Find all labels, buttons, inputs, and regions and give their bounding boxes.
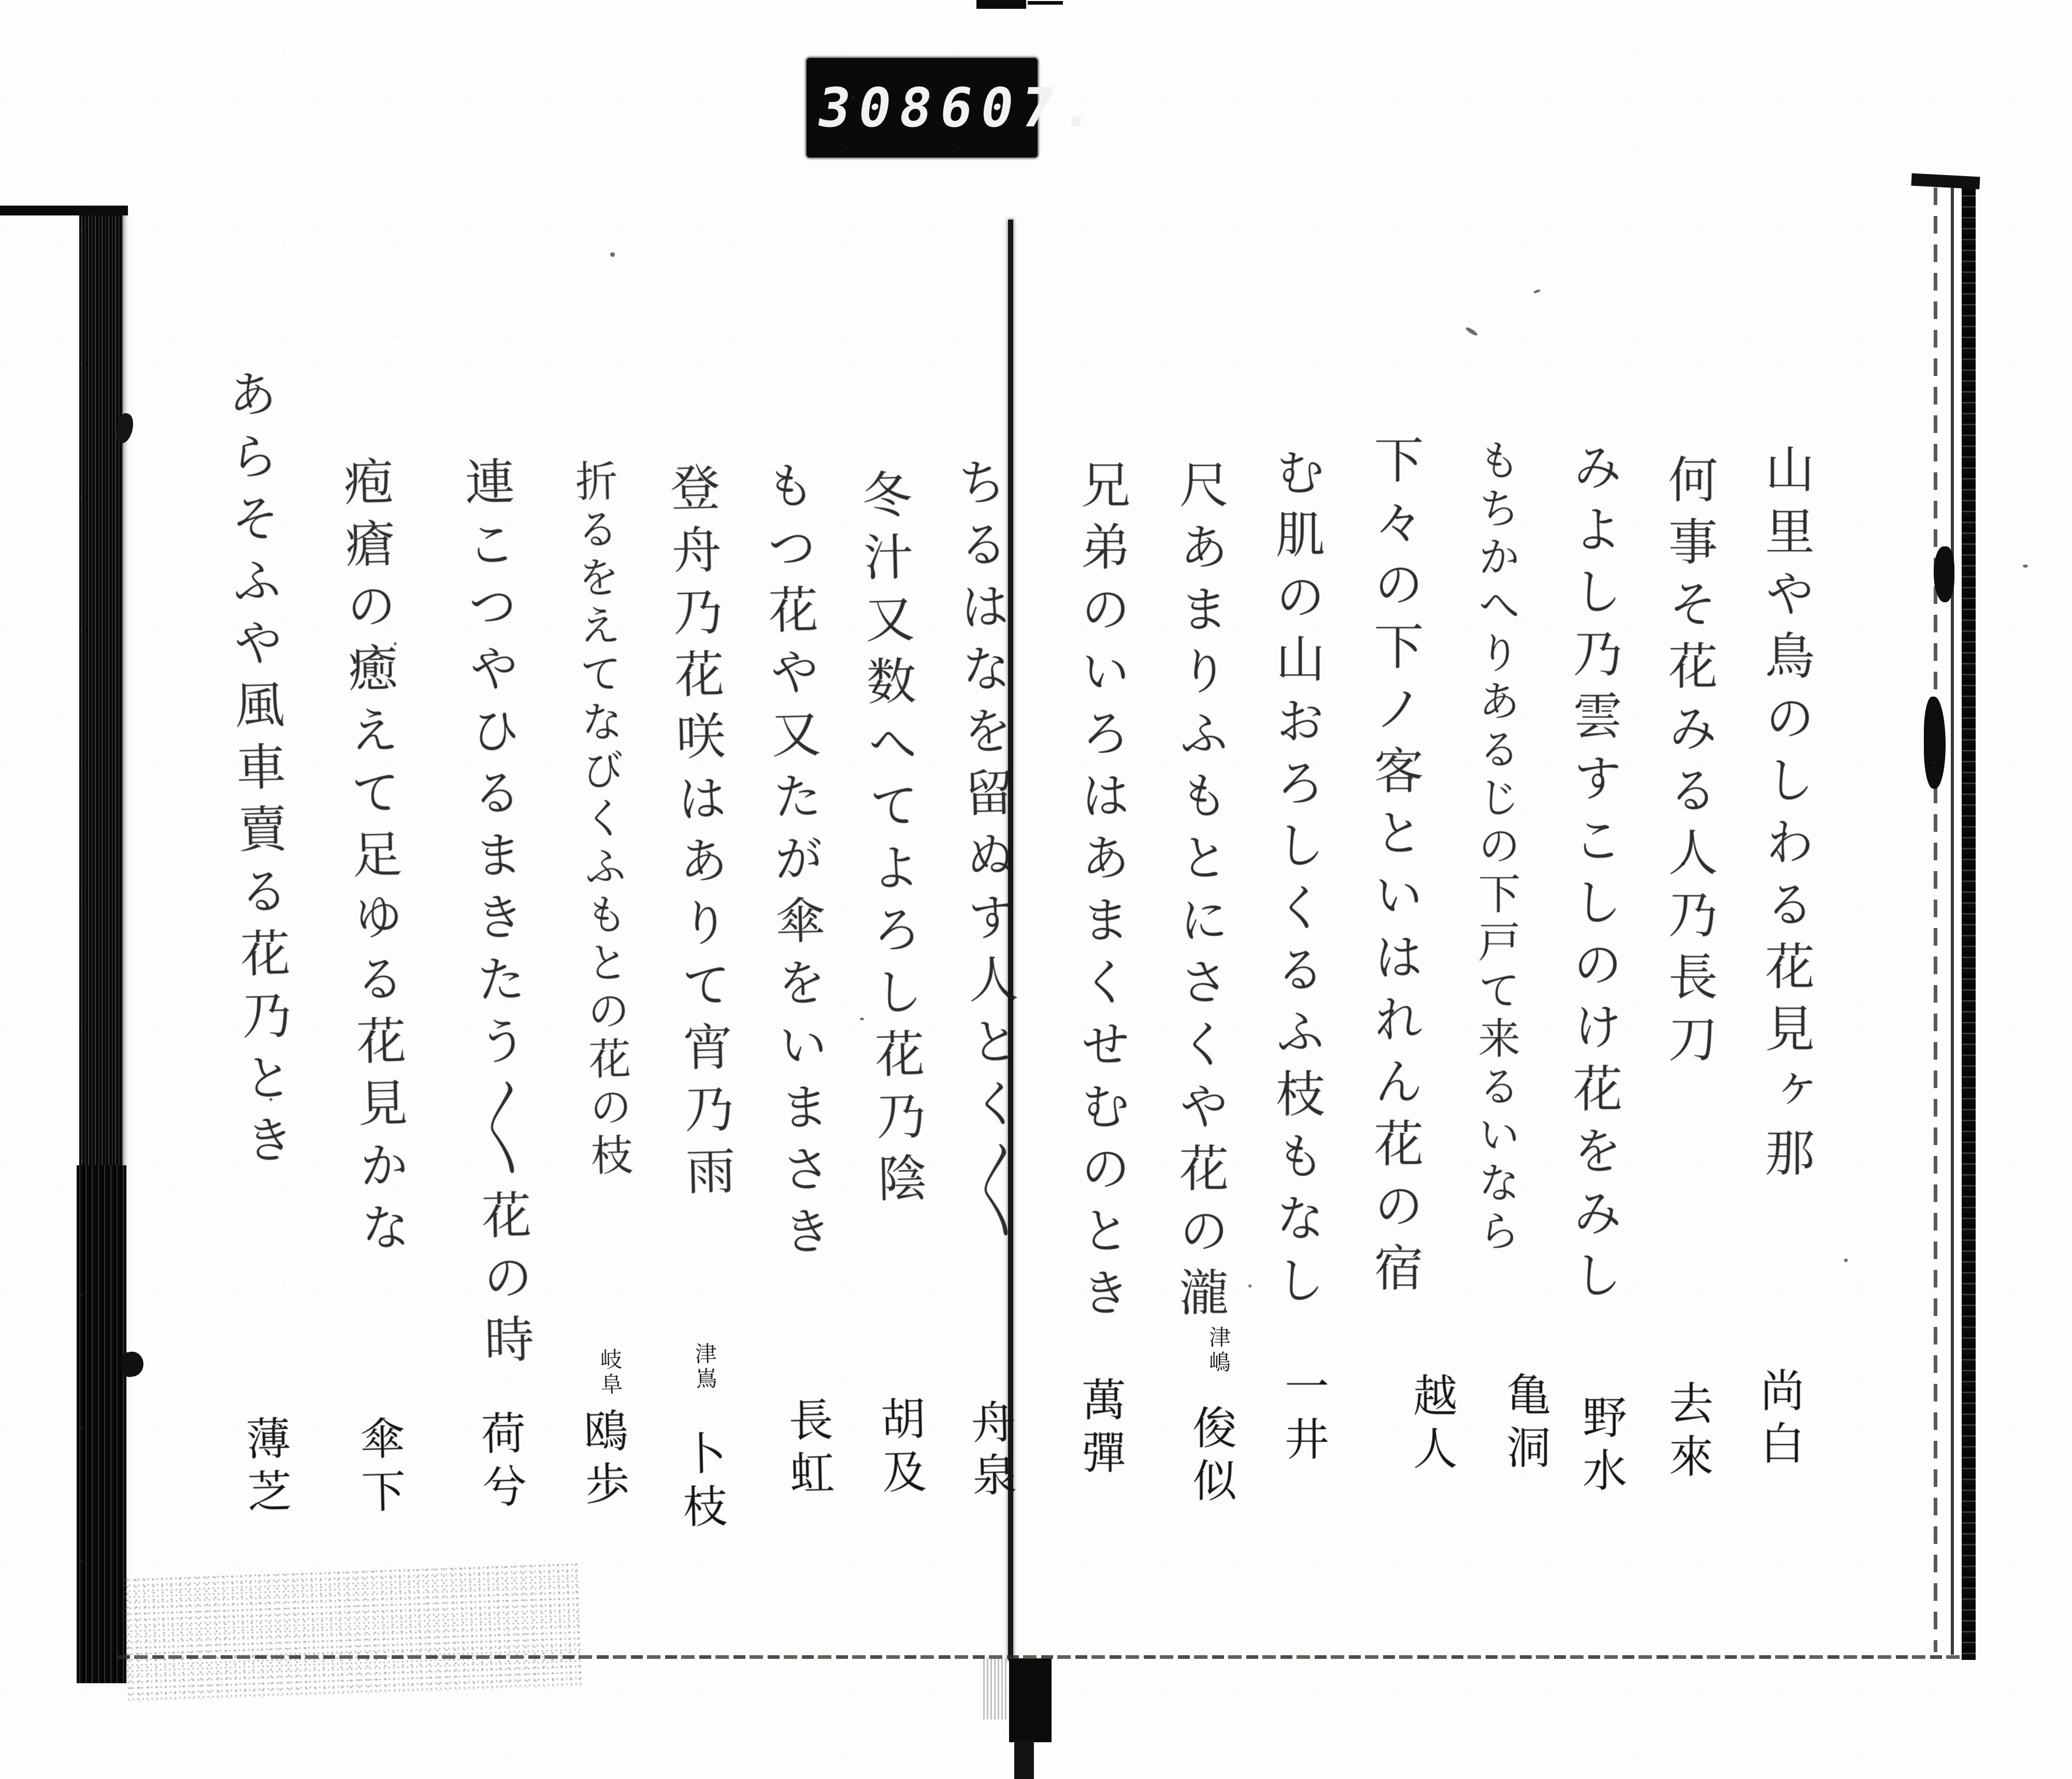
signature-r3: 野水 xyxy=(1575,1394,1627,1500)
poem-column-r3: みよし乃雲すこしのけ花をみし xyxy=(1565,441,1623,1311)
frame-counter-right: 607. xyxy=(935,76,1108,139)
signature-r4: 亀洞 xyxy=(1499,1371,1550,1477)
signature-r1: 尚白 xyxy=(1752,1367,1804,1473)
frame-counter-left: 308 xyxy=(813,76,945,139)
signature-note-l5: 岐阜 xyxy=(597,1348,624,1398)
poem-column-l7: 疱瘡の癒えて足ゆる花見かな xyxy=(335,455,412,1265)
signature-l2: 胡及 xyxy=(872,1395,927,1502)
poem-column-r5: 下々の下ノ客といはれん花の宿 xyxy=(1366,434,1424,1304)
poem-column-l5: 折るをえてなびくふもとの花の枝 xyxy=(568,458,634,1182)
poem-column-r6: む肌の山おろしくるふ枝もなし xyxy=(1268,446,1326,1317)
poem-column-l6: 連こつやひるまきたう〱花の時 xyxy=(456,455,536,1377)
signature-l7: 傘下 xyxy=(352,1414,406,1522)
poem-column-l3: もつ花や又たが傘をいまさき xyxy=(757,459,833,1268)
signature-l4: 卜枝 xyxy=(673,1429,728,1537)
poem-column-l1: ちるはなを留ぬす人とく〱 xyxy=(948,456,1025,1253)
signature-note-r7: 津嶋 xyxy=(1206,1326,1231,1376)
poem-column-r7: 尺あまりふもとにさくや花の瀧 xyxy=(1171,459,1229,1329)
poem-column-r2: 何事そ花みる人乃長刀 xyxy=(1660,454,1718,1075)
poem-column-l4: 登舟乃花咲はありて宵乃雨 xyxy=(661,461,737,1208)
poem-column-r8: 兄弟のいろはあまくせむのとき xyxy=(1073,459,1131,1329)
signature-r2: 去來 xyxy=(1661,1380,1713,1486)
signature-l1: 舟泉 xyxy=(962,1398,1017,1506)
signature-r7: 俊似 xyxy=(1185,1405,1236,1510)
poem-column-r1: 山里や鳥のしわる花見ヶ那 xyxy=(1757,443,1815,1189)
signature-r8: 萬彈 xyxy=(1074,1377,1126,1482)
poem-column-l2: 冬汁又数へてよろし花乃陰 xyxy=(853,468,929,1216)
signature-l8: 薄芝 xyxy=(238,1414,292,1522)
signature-r6: 一井 xyxy=(1277,1363,1329,1469)
poem-column-l8: あらそふや風車賣る花乃とき xyxy=(219,367,296,1177)
signature-note-l4: 津嶌 xyxy=(692,1342,718,1393)
signature-l3: 長虹 xyxy=(780,1396,835,1503)
signature-l5: 鴎歩 xyxy=(575,1407,630,1514)
signature-r5: 越人 xyxy=(1405,1372,1457,1478)
signature-l6: 荷兮 xyxy=(473,1409,527,1516)
poem-column-r4: もちかへりあるじの下戸て来るいなら xyxy=(1471,438,1520,1257)
